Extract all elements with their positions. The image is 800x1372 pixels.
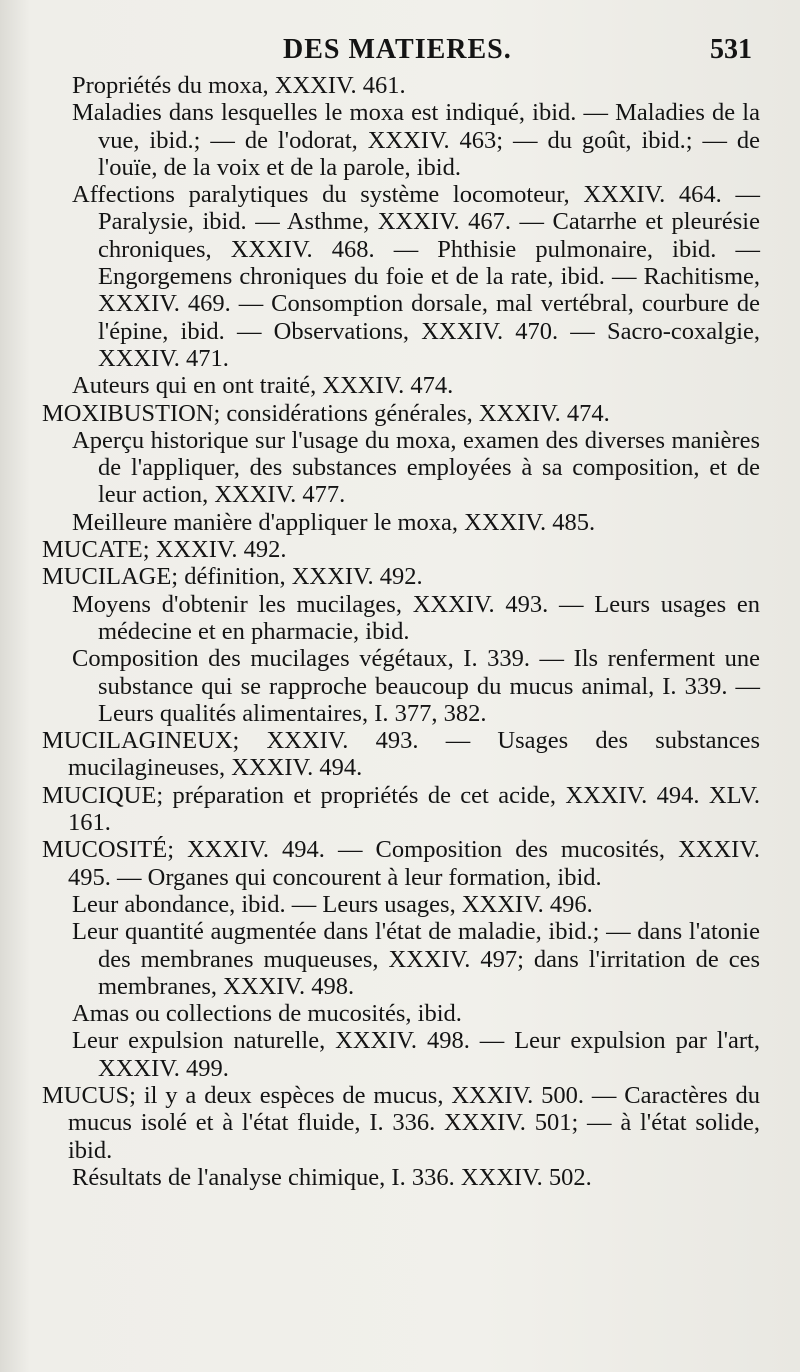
index-entry: Auteurs qui en ont traité, XXXIV. 474. <box>72 372 454 400</box>
index-entry: Propriétés du moxa, XXXIV. 461. <box>72 72 406 99</box>
index-entry: Aperçu historique sur l'usage du moxa, examen des diverses manières de l'appliquer, des substances employées à sa composition, et de leur action, XXXIV. 477. <box>72 426 760 509</box>
index-entry: Moyens d'obtenir les mucilages, XXXIV. 493. — Leurs usages en médecine et en pharmacie, ibid. <box>72 590 760 645</box>
index-heading-entry: MUCOSITÉ; XXXIV. 494. — Composition des mucosités, XXXIV. 495. — Organes qui concourent à leur formation, ibid. <box>42 836 760 891</box>
index-entry: Affections paralytiques du système locomoteur, XXXIV. 464. — Paralysie, ibid. — Asthme, XXXIV. 467. — Catarrhe et pleurésie chroniques, XXXIV. 468. — Phthisie pulmonaire, ibid. — Engorgemens chroniques du foie et de la rate, ibid. — Rachitisme, XXXIV. 469. — Consomption dorsale, mal vertébral, courbure de l'épine, ibid. — Observations, XXXIV. 470. — Sacro-coxalgie, XXXIV. 471. <box>72 181 760 372</box>
index-entry: Meilleure manière d'appliquer le moxa, XXXIV. 485. <box>72 508 596 536</box>
index-entry: Composition des mucilages végétaux, I. 339. — Ils renferment une substance qui se rapproche beaucoup du mucus animal, I. 339. — Leurs qualités alimentaires, I. 377, 382. <box>72 645 760 727</box>
index-heading-entry: MUCIQUE; préparation et propriétés de cet acide, XXXIV. 494. XLV. 161. <box>42 781 760 837</box>
index-entry: Amas ou collections de mucosités, ibid. <box>72 1000 462 1028</box>
index-heading-entry: MOXIBUSTION; considérations générales, XXXIV. 474. <box>42 399 610 427</box>
index-entry: Leur quantité augmentée dans l'état de maladie, ibid.; — dans l'atonie des membranes muqueuses, XXXIV. 497; dans l'irritation de ces membranes, XXXIV. 498. <box>72 918 760 1000</box>
index-entry: Leur expulsion naturelle, XXXIV. 498. — Leur expulsion par l'art, XXXIV. 499. <box>72 1027 760 1082</box>
index-heading-entry: MUCILAGE; définition, XXXIV. 492. <box>42 563 423 591</box>
index-heading-entry: MUCILAGINEUX; XXXIV. 493. — Usages des substances mucilagineuses, XXXIV. 494. <box>42 727 760 782</box>
index-entry: Maladies dans lesquelles le moxa est indiqué, ibid. — Maladies de la vue, ibid.; — de l'odorat, XXXIV. 463; — du goût, ibid.; — de l'ouïe, de la voix et de la parole, ibid. <box>72 99 760 181</box>
page-number: 531 <box>710 34 752 65</box>
page-header <box>0 30 800 70</box>
index-entries <box>42 72 760 1191</box>
index-entry: Leur abondance, ibid. — Leurs usages, XXXIV. 496. <box>72 890 593 918</box>
index-heading-entry: MUCATE; XXXIV. 492. <box>42 536 287 564</box>
index-heading-entry: MUCUS; il y a deux espèces de mucus, XXXIV. 500. — Caractères du mucus isolé et à l'état fluide, I. 336. XXXIV. 501; — à l'état solide, ibid. <box>42 1081 760 1164</box>
running-title: DES MATIERES. <box>283 34 512 65</box>
index-entry: Résultats de l'analyse chimique, I. 336. XXXIV. 502. <box>72 1163 592 1191</box>
